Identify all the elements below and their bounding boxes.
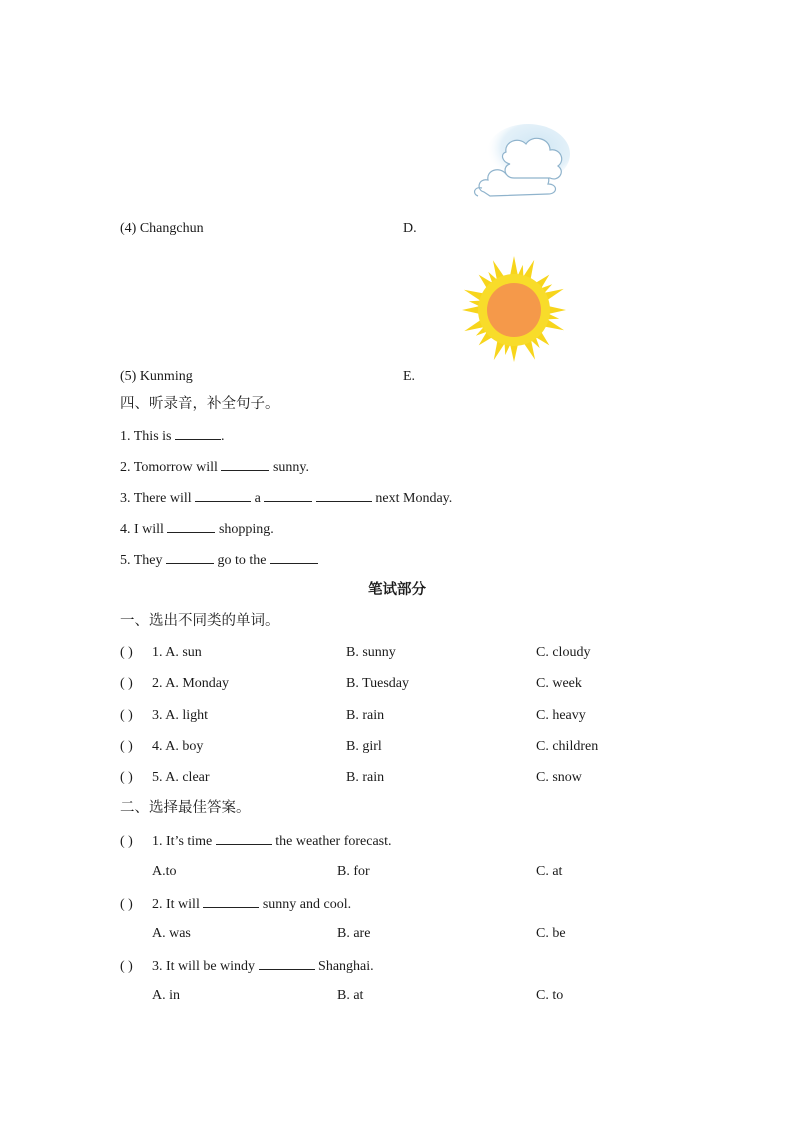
s1-q-text: 5. A. clear (152, 770, 210, 785)
s4-q5-text: 5. They (120, 553, 163, 568)
s4-q4 (120, 520, 274, 538)
answer-paren[interactable]: ( ) (120, 834, 133, 849)
s4-q5-mid: go to the (217, 553, 267, 568)
s2-q3-text: 3. It will be windy (152, 959, 256, 974)
s2-q3-opt-a[interactable]: A. in (152, 988, 180, 1003)
s1-row-2-c: C. week (536, 676, 582, 691)
s2-q1 (120, 832, 392, 850)
answer-paren[interactable]: ( ) (120, 959, 133, 974)
cloud-icon (470, 122, 570, 204)
s1-row-4-c: C. children (536, 739, 599, 754)
s1-row-3-b: B. rain (346, 708, 385, 723)
s1-row-2-b: B. Tuesday (346, 676, 410, 691)
match-option-e: E. (403, 369, 416, 384)
written-part-title: 笔试部分 (368, 582, 426, 598)
s1-q-text: 2. A. Monday (152, 676, 229, 691)
answer-blank[interactable] (216, 832, 272, 845)
s4-q3-text: 3. There will (120, 491, 192, 506)
answer-paren[interactable]: ( ) (120, 645, 133, 660)
answer-paren[interactable]: ( ) (120, 739, 133, 754)
answer-blank[interactable] (175, 427, 221, 440)
section-2-title: 二、选择最佳答案。 (120, 800, 251, 816)
s2-q3-opt-b[interactable]: B. at (337, 988, 364, 1003)
answer-blank[interactable] (195, 489, 251, 502)
s2-q1-text: 1. It’s time (152, 834, 213, 849)
s4-q2-end: sunny. (272, 460, 309, 475)
s2-q3-opt-c[interactable]: C. to (536, 988, 564, 1003)
s1-q-text: 4. A. boy (152, 739, 204, 754)
s1-row-4-b: B. girl (346, 739, 382, 754)
s2-q2-opt-b[interactable]: B. are (337, 926, 371, 941)
answer-paren[interactable]: ( ) (120, 676, 133, 691)
s1-row-3 (120, 708, 208, 724)
s2-q1-end: the weather forecast. (275, 834, 392, 849)
s2-q2-opt-a[interactable]: A. was (152, 926, 191, 941)
answer-blank[interactable] (221, 458, 269, 471)
s4-q1-end: . (220, 429, 225, 444)
s2-q2-text: 2. It will (152, 897, 200, 912)
s4-q3 (120, 489, 452, 507)
answer-paren[interactable]: ( ) (120, 708, 133, 723)
s2-q2-opt-c[interactable]: C. be (536, 926, 566, 941)
s1-q-text: 1. A. sun (152, 645, 202, 660)
s1-row-5 (120, 770, 210, 786)
s1-row-5-c: C. snow (536, 770, 582, 785)
s1-row-5-b: B. rain (346, 770, 385, 785)
s1-row-4 (120, 739, 203, 755)
s2-q1-opt-c[interactable]: C. at (536, 864, 563, 879)
answer-paren[interactable]: ( ) (120, 770, 133, 785)
match-option-d: D. (403, 221, 417, 236)
s4-q5 (120, 551, 318, 569)
s2-q2-end: sunny and cool. (262, 897, 352, 912)
s1-row-1-c: C. cloudy (536, 645, 591, 660)
sun-icon (460, 256, 568, 364)
s2-q1-opt-b[interactable]: B. for (337, 864, 370, 879)
answer-blank[interactable] (316, 489, 372, 502)
s4-q2-text: 2. Tomorrow will (120, 460, 218, 475)
answer-blank[interactable] (167, 520, 215, 533)
s2-q1-opt-a[interactable]: A.to (152, 864, 177, 879)
answer-blank[interactable] (259, 957, 315, 970)
s1-row-1 (120, 645, 202, 661)
answer-blank[interactable] (203, 895, 259, 908)
s1-row-1-b: B. sunny (346, 645, 396, 660)
s2-q3-end: Shanghai. (318, 959, 374, 974)
answer-blank[interactable] (166, 551, 214, 564)
s4-q3-end: next Monday. (375, 491, 453, 506)
s2-q2 (120, 895, 351, 913)
s4-q4-end: shopping. (218, 522, 274, 537)
s4-q4-text: 4. I will (120, 522, 164, 537)
s4-q1 (120, 427, 224, 445)
s4-q3-mid: a (254, 491, 261, 506)
answer-blank[interactable] (264, 489, 312, 502)
s4-q2 (120, 458, 309, 476)
s1-row-3-c: C. heavy (536, 708, 586, 723)
answer-blank[interactable] (270, 551, 318, 564)
s1-row-2 (120, 676, 229, 692)
match-item-4: (4) Changchun (120, 221, 204, 236)
section-1-title: 一、选出不同类的单词。 (120, 613, 280, 629)
match-item-5: (5) Kunming (120, 369, 193, 384)
answer-paren[interactable]: ( ) (120, 897, 133, 912)
section-4-title: 四、听录音，补全句子。 (120, 396, 280, 412)
s2-q3 (120, 957, 374, 975)
s1-q-text: 3. A. light (152, 708, 209, 723)
s4-q1-text: 1. This is (120, 429, 172, 444)
